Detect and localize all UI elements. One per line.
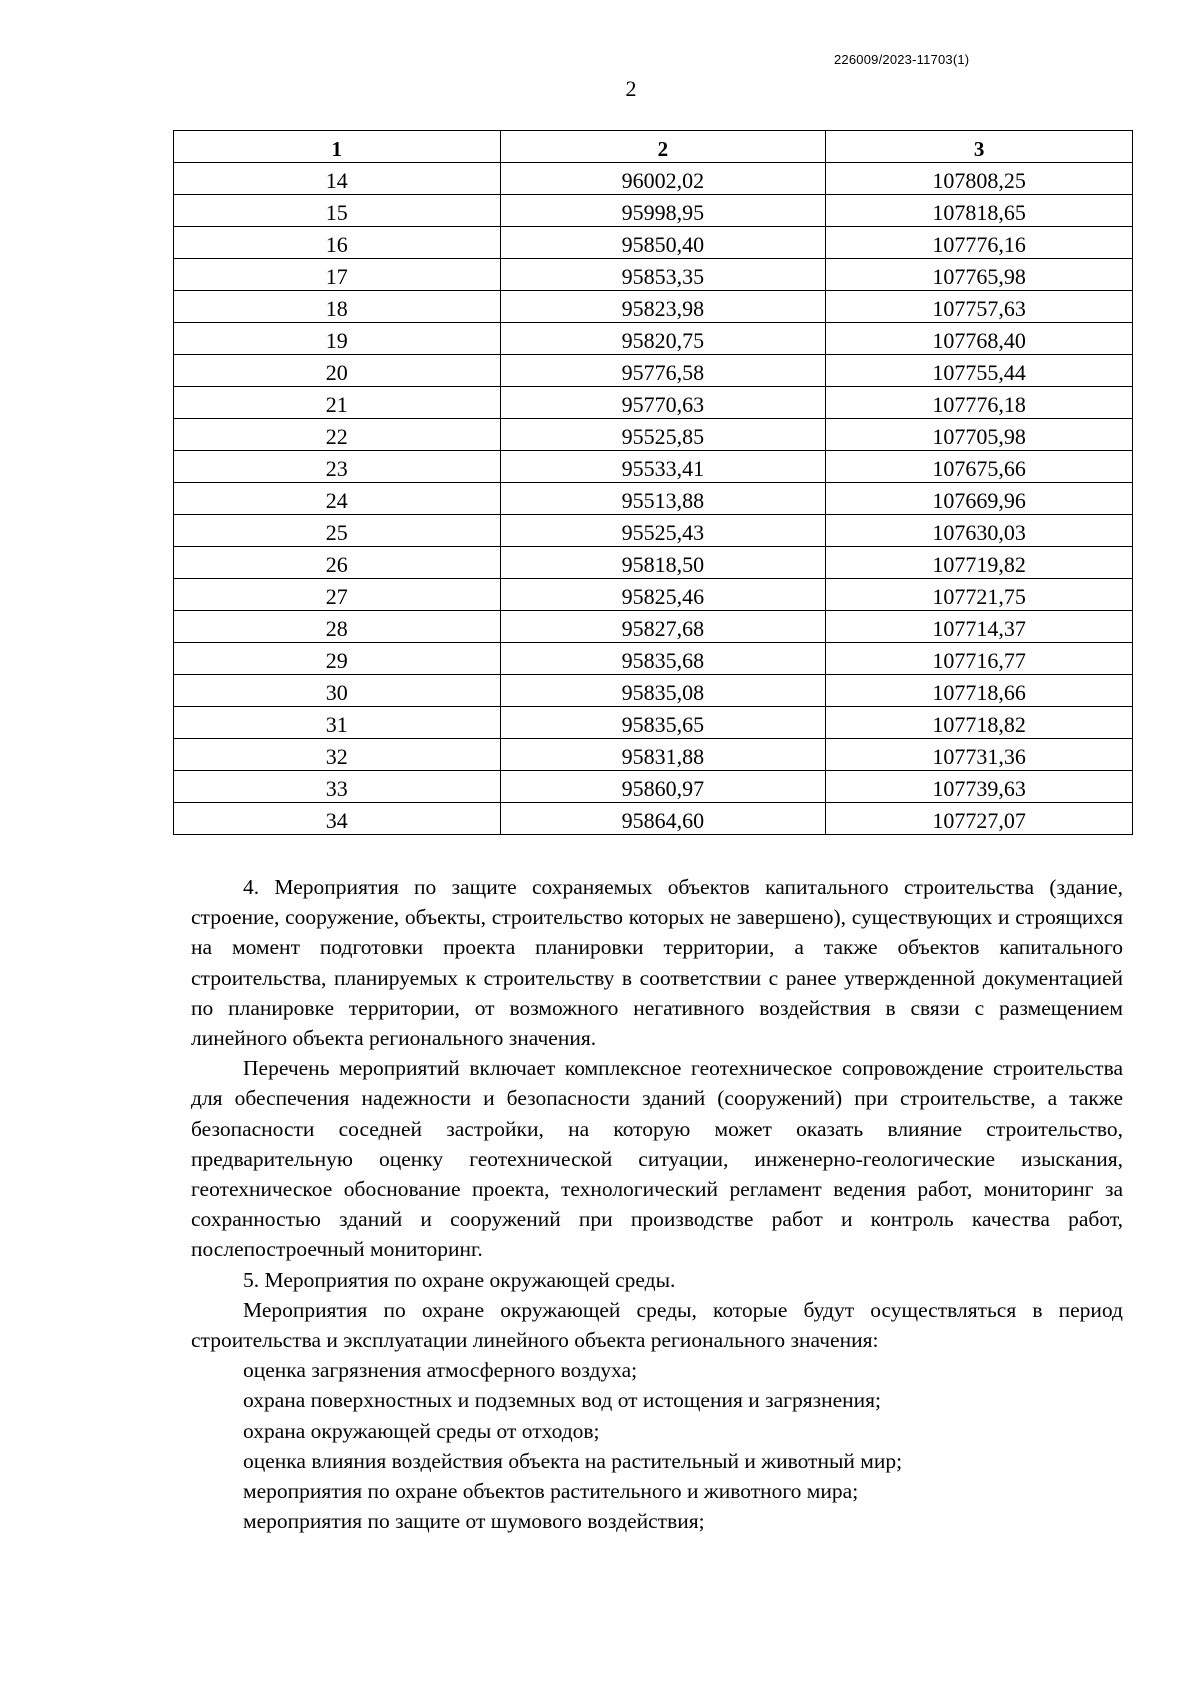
table-row [174, 643, 1133, 675]
y-coordinate-cell: 107675,66 [826, 451, 1133, 483]
point-number-cell: 25 [174, 515, 501, 547]
table-row [174, 483, 1133, 515]
paragraph-section-4: 4. Мероприятия по защите сохраняемых объектов капитального строительства (здание, строение, сооружение, объекты, строительство которых не завершено), существующих и строящихся на момент подготовки проекта планировки территории, а также объектов капитального строительства, планируемых к строительству в соответствии с ранее утвержденной документацией по планировке территории, от возможного негативного воздействия в связи с размещением линейного объекта регионального значения. [191, 875, 1123, 1051]
point-number-cell: 32 [174, 739, 501, 771]
table-row [174, 739, 1133, 771]
x-coordinate-cell: 95853,35 [500, 259, 826, 291]
point-number-cell: 24 [174, 483, 501, 515]
x-coordinate-cell: 95533,41 [500, 451, 826, 483]
document-number: 226009/2023-11703(1) [834, 52, 970, 67]
point-number-cell: 17 [174, 259, 501, 291]
table-row [174, 323, 1133, 355]
table-row [174, 611, 1133, 643]
table-row [174, 803, 1133, 835]
x-coordinate-cell: 95835,65 [500, 707, 826, 739]
table-row [174, 771, 1133, 803]
column-header: 3 [826, 131, 1133, 163]
x-coordinate-cell: 95835,08 [500, 675, 826, 707]
paragraph-measures-list: Перечень мероприятий включает комплексное геотехническое сопровождение строительства для обеспечения надежности и безопасности зданий (сооружений) при строительстве, а также безопасности соседней застройки, на которую может оказать влияние строительство, предварительную оценку геотехнической ситуации, инженерно-геологические изыскания, геотехническое обоснование проекта, технологический регламент ведения работ, мониторинг за сохранностью зданий и сооружений при производстве работ и контроль качества работ, послепостроечный мониторинг. [191, 1056, 1123, 1262]
table-row [174, 387, 1133, 419]
table-row [174, 707, 1133, 739]
point-number-cell: 23 [174, 451, 501, 483]
point-number-cell: 34 [174, 803, 501, 835]
x-coordinate-cell: 95776,58 [500, 355, 826, 387]
column-header: 1 [174, 131, 501, 163]
point-number-cell: 26 [174, 547, 501, 579]
y-coordinate-cell: 107768,40 [826, 323, 1133, 355]
table-header-row [174, 131, 1133, 163]
x-coordinate-cell: 95823,98 [500, 291, 826, 323]
point-number-cell: 31 [174, 707, 501, 739]
x-coordinate-cell: 95513,88 [500, 483, 826, 515]
y-coordinate-cell: 107721,75 [826, 579, 1133, 611]
y-coordinate-cell: 107808,25 [826, 163, 1133, 195]
y-coordinate-cell: 107714,37 [826, 611, 1133, 643]
point-number-cell: 18 [174, 291, 501, 323]
y-coordinate-cell: 107776,18 [826, 387, 1133, 419]
point-number-cell: 29 [174, 643, 501, 675]
point-number-cell: 19 [174, 323, 501, 355]
point-number-cell: 27 [174, 579, 501, 611]
y-coordinate-cell: 107731,36 [826, 739, 1133, 771]
point-number-cell: 28 [174, 611, 501, 643]
point-number-cell: 16 [174, 227, 501, 259]
table-row [174, 451, 1133, 483]
x-coordinate-cell: 95998,95 [500, 195, 826, 227]
x-coordinate-cell: 95825,46 [500, 579, 826, 611]
table-row [174, 675, 1133, 707]
point-number-cell: 22 [174, 419, 501, 451]
y-coordinate-cell: 107718,82 [826, 707, 1133, 739]
x-coordinate-cell: 95525,85 [500, 419, 826, 451]
list-item: охрана окружающей среды от отходов; [243, 1418, 600, 1443]
y-coordinate-cell: 107669,96 [826, 483, 1133, 515]
x-coordinate-cell: 95850,40 [500, 227, 826, 259]
table-row [174, 259, 1133, 291]
table-row [174, 579, 1133, 611]
point-number-cell: 33 [174, 771, 501, 803]
paragraph-section-5-intro: Мероприятия по охране окружающей среды, которые будут осуществляться в период строительства и эксплуатации линейного объекта регионального значения: [191, 1297, 1123, 1353]
table-row [174, 419, 1133, 451]
point-number-cell: 20 [174, 355, 501, 387]
y-coordinate-cell: 107818,65 [826, 195, 1133, 227]
table-row [174, 163, 1133, 195]
table-row [174, 195, 1133, 227]
y-coordinate-cell: 107727,07 [826, 803, 1133, 835]
x-coordinate-cell: 95827,68 [500, 611, 826, 643]
y-coordinate-cell: 107757,63 [826, 291, 1133, 323]
x-coordinate-cell: 95770,63 [500, 387, 826, 419]
x-coordinate-cell: 95831,88 [500, 739, 826, 771]
table-row [174, 227, 1133, 259]
list-item: оценка загрязнения атмосферного воздуха; [243, 1358, 638, 1383]
point-number-cell: 21 [174, 387, 501, 419]
x-coordinate-cell: 95860,97 [500, 771, 826, 803]
y-coordinate-cell: 107718,66 [826, 675, 1133, 707]
y-coordinate-cell: 107716,77 [826, 643, 1133, 675]
table-row [174, 291, 1133, 323]
x-coordinate-cell: 95525,43 [500, 515, 826, 547]
x-coordinate-cell: 95835,68 [500, 643, 826, 675]
point-number-cell: 30 [174, 675, 501, 707]
x-coordinate-cell: 95818,50 [500, 547, 826, 579]
y-coordinate-cell: 107705,98 [826, 419, 1133, 451]
y-coordinate-cell: 107630,03 [826, 515, 1133, 547]
table-row [174, 355, 1133, 387]
y-coordinate-cell: 107776,16 [826, 227, 1133, 259]
point-number-cell: 15 [174, 195, 501, 227]
page-number: 2 [625, 76, 637, 101]
table-row [174, 515, 1133, 547]
column-header: 2 [500, 131, 826, 163]
y-coordinate-cell: 107755,44 [826, 355, 1133, 387]
table-row [174, 547, 1133, 579]
coordinates-table [173, 130, 1133, 835]
paragraph-section-5: 5. Мероприятия по охране окружающей среды. [243, 1267, 676, 1292]
y-coordinate-cell: 107719,82 [826, 547, 1133, 579]
x-coordinate-cell: 95864,60 [500, 803, 826, 835]
list-item: мероприятия по защите от шумового воздействия; [243, 1509, 705, 1534]
document-body [191, 872, 1123, 1536]
x-coordinate-cell: 96002,02 [500, 163, 826, 195]
y-coordinate-cell: 107739,63 [826, 771, 1133, 803]
list-item: охрана поверхностных и подземных вод от истощения и загрязнения; [243, 1388, 882, 1413]
x-coordinate-cell: 95820,75 [500, 323, 826, 355]
list-item: мероприятия по охране объектов растительного и животного мира; [243, 1479, 859, 1504]
table-body [174, 163, 1133, 835]
list-item: оценка влияния воздействия объекта на растительный и животный мир; [243, 1448, 903, 1473]
y-coordinate-cell: 107765,98 [826, 259, 1133, 291]
point-number-cell: 14 [174, 163, 501, 195]
